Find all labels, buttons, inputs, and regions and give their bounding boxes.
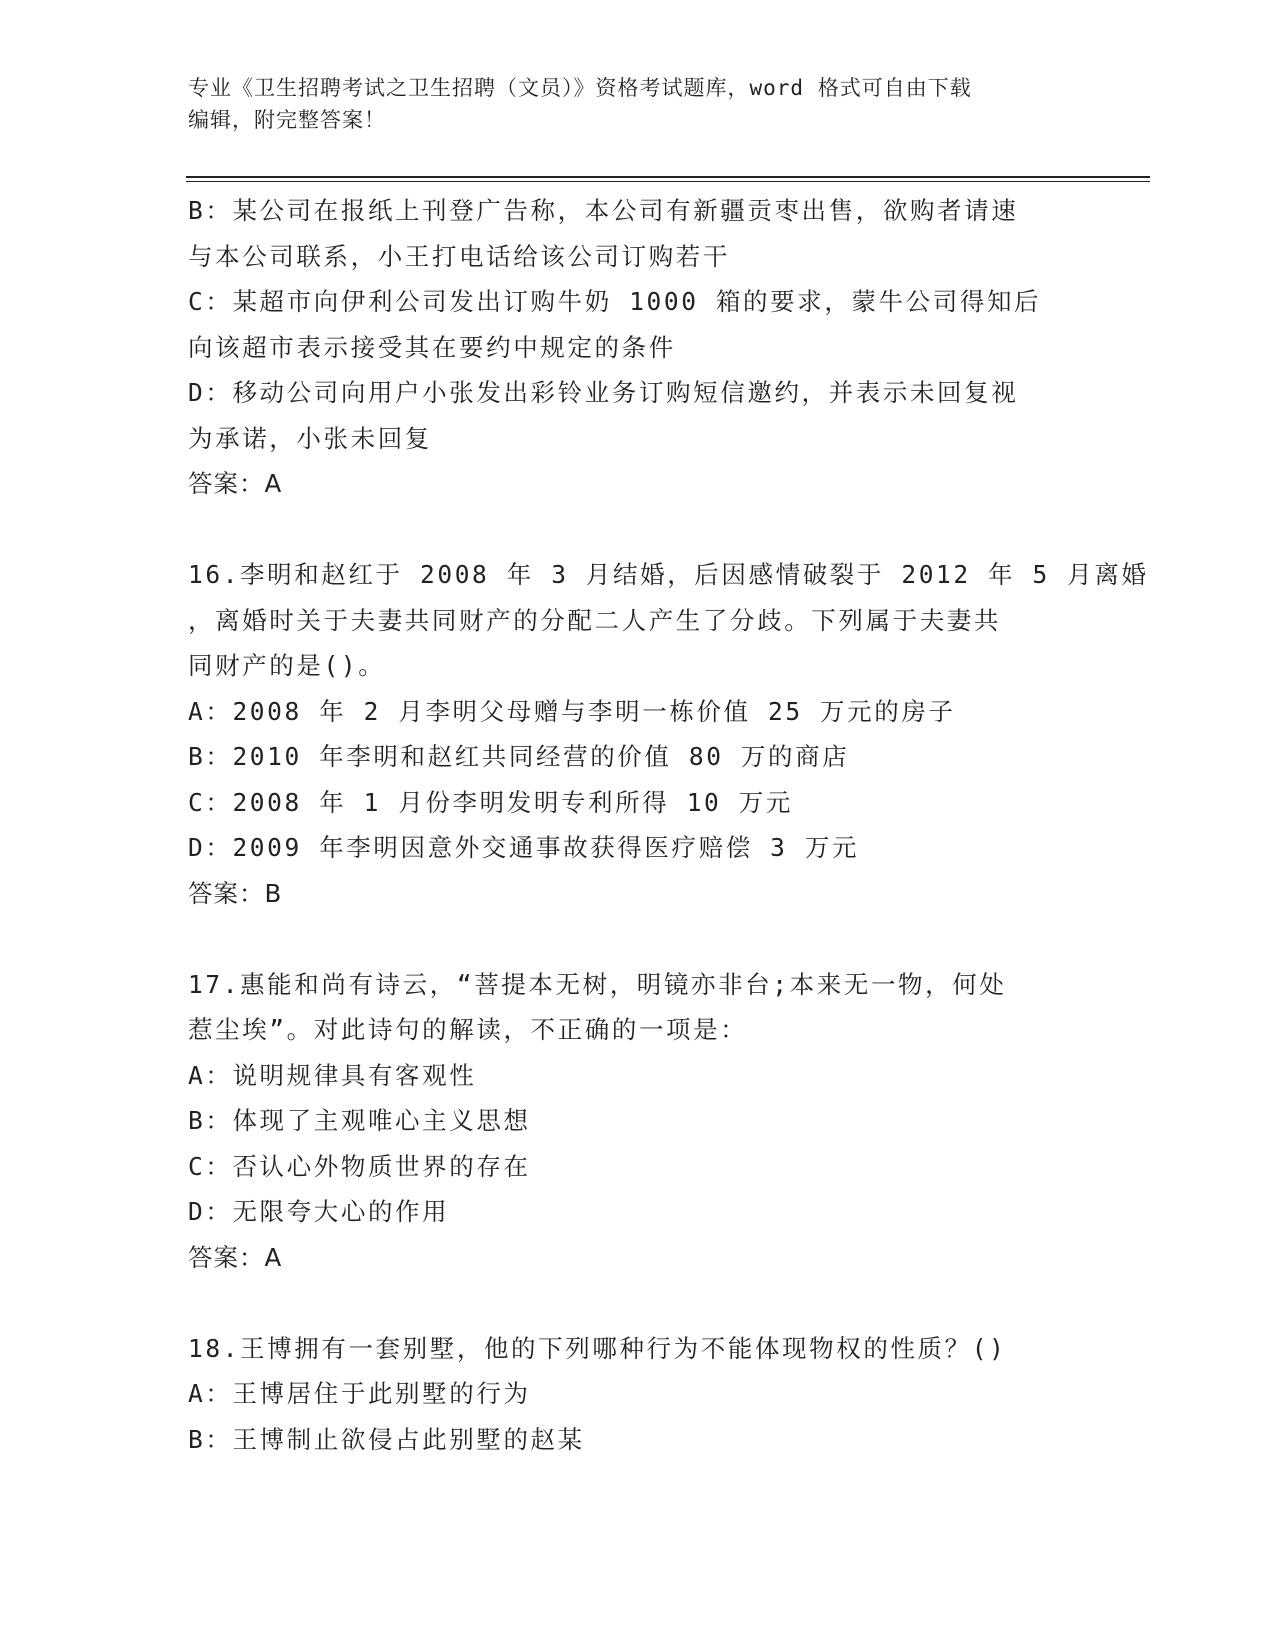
header-line-2: 编辑，附完整答案！ — [188, 108, 386, 132]
option-d: D：无限夸大心的作用 — [188, 1197, 450, 1226]
spacer — [188, 1280, 1088, 1326]
option-b: B：王博制止欲侵占此别墅的赵某 — [188, 1424, 585, 1454]
question-stem-line-2: 惹尘埃”。对此诗句的解读，不正确的一项是： — [188, 1015, 748, 1044]
question-15-continued — [188, 188, 1088, 507]
option-b-line-1: B：某公司在报纸上刊登广告称，本公司有新疆贡枣出售，欲购者请速 — [188, 196, 1019, 225]
option-c-line-1: C：某超市向伊利公司发出订购牛奶 1000 箱的要求，蒙牛公司得知后 — [188, 287, 1042, 316]
option-d-line-2: 为承诺，小张未回复 — [188, 423, 432, 453]
option-c: C：否认心外物质世界的存在 — [188, 1151, 531, 1181]
option-b-line-2: 与本公司联系，小王打电话给该公司订购若干 — [188, 241, 730, 271]
option-b: B：体现了主观唯心主义思想 — [188, 1106, 531, 1135]
option-b: B：2010 年李明和赵红共同经营的价值 80 万的商店 — [188, 742, 850, 771]
spacer — [188, 507, 1088, 553]
answer: 答案：A — [188, 1242, 283, 1272]
option-a: A：说明规律具有客观性 — [188, 1060, 477, 1090]
header-rule-thick — [186, 176, 1150, 178]
question-stem-line-1: 17.惠能和尚有诗云，“菩提本无树，明镜亦非台;本来无一物，何处 — [188, 969, 1007, 999]
question-stem-line-1: 18.王博拥有一套别墅，他的下列哪种行为不能体现物权的性质？() — [188, 1333, 1007, 1363]
option-d: D：2009 年李明因意外交通事故获得医疗赔偿 3 万元 — [188, 833, 860, 862]
option-a: A：王博居住于此别墅的行为 — [188, 1379, 531, 1408]
option-d-line-1: D：移动公司向用户小张发出彩铃业务订购短信邀约，并表示未回复视 — [188, 378, 1019, 407]
header-line-1: 专业《卫生招聘考试之卫生招聘（文员）》资格考试题库，word 格式可自由下载 — [188, 76, 972, 100]
question-stem-line-3: 同财产的是()。 — [188, 651, 386, 680]
option-c-line-2: 向该超市表示接受其在要约中规定的条件 — [188, 332, 676, 362]
header-rule-thin — [186, 181, 1150, 182]
option-c: C：2008 年 1 月份李明发明专利所得 10 万元 — [188, 787, 793, 817]
page-header — [188, 72, 1088, 136]
question-stem-line-1: 16.李明和赵红于 2008 年 3 月结婚，后因感情破裂于 2012 年 5 月离婚 — [188, 560, 1149, 589]
answer: 答案：A — [188, 469, 283, 498]
answer: 答案：B — [188, 878, 283, 908]
option-a: A：2008 年 2 月李明父母赠与李明一栋价值 25 万元的房子 — [188, 696, 956, 726]
question-18 — [188, 1326, 1088, 1463]
spacer — [188, 916, 1088, 962]
question-17 — [188, 962, 1088, 1281]
question-16 — [188, 552, 1149, 916]
question-content — [188, 188, 1149, 1462]
question-stem-line-2: ，离婚时关于夫妻共同财产的分配二人产生了分歧。下列属于夫妻共 — [188, 605, 1001, 635]
